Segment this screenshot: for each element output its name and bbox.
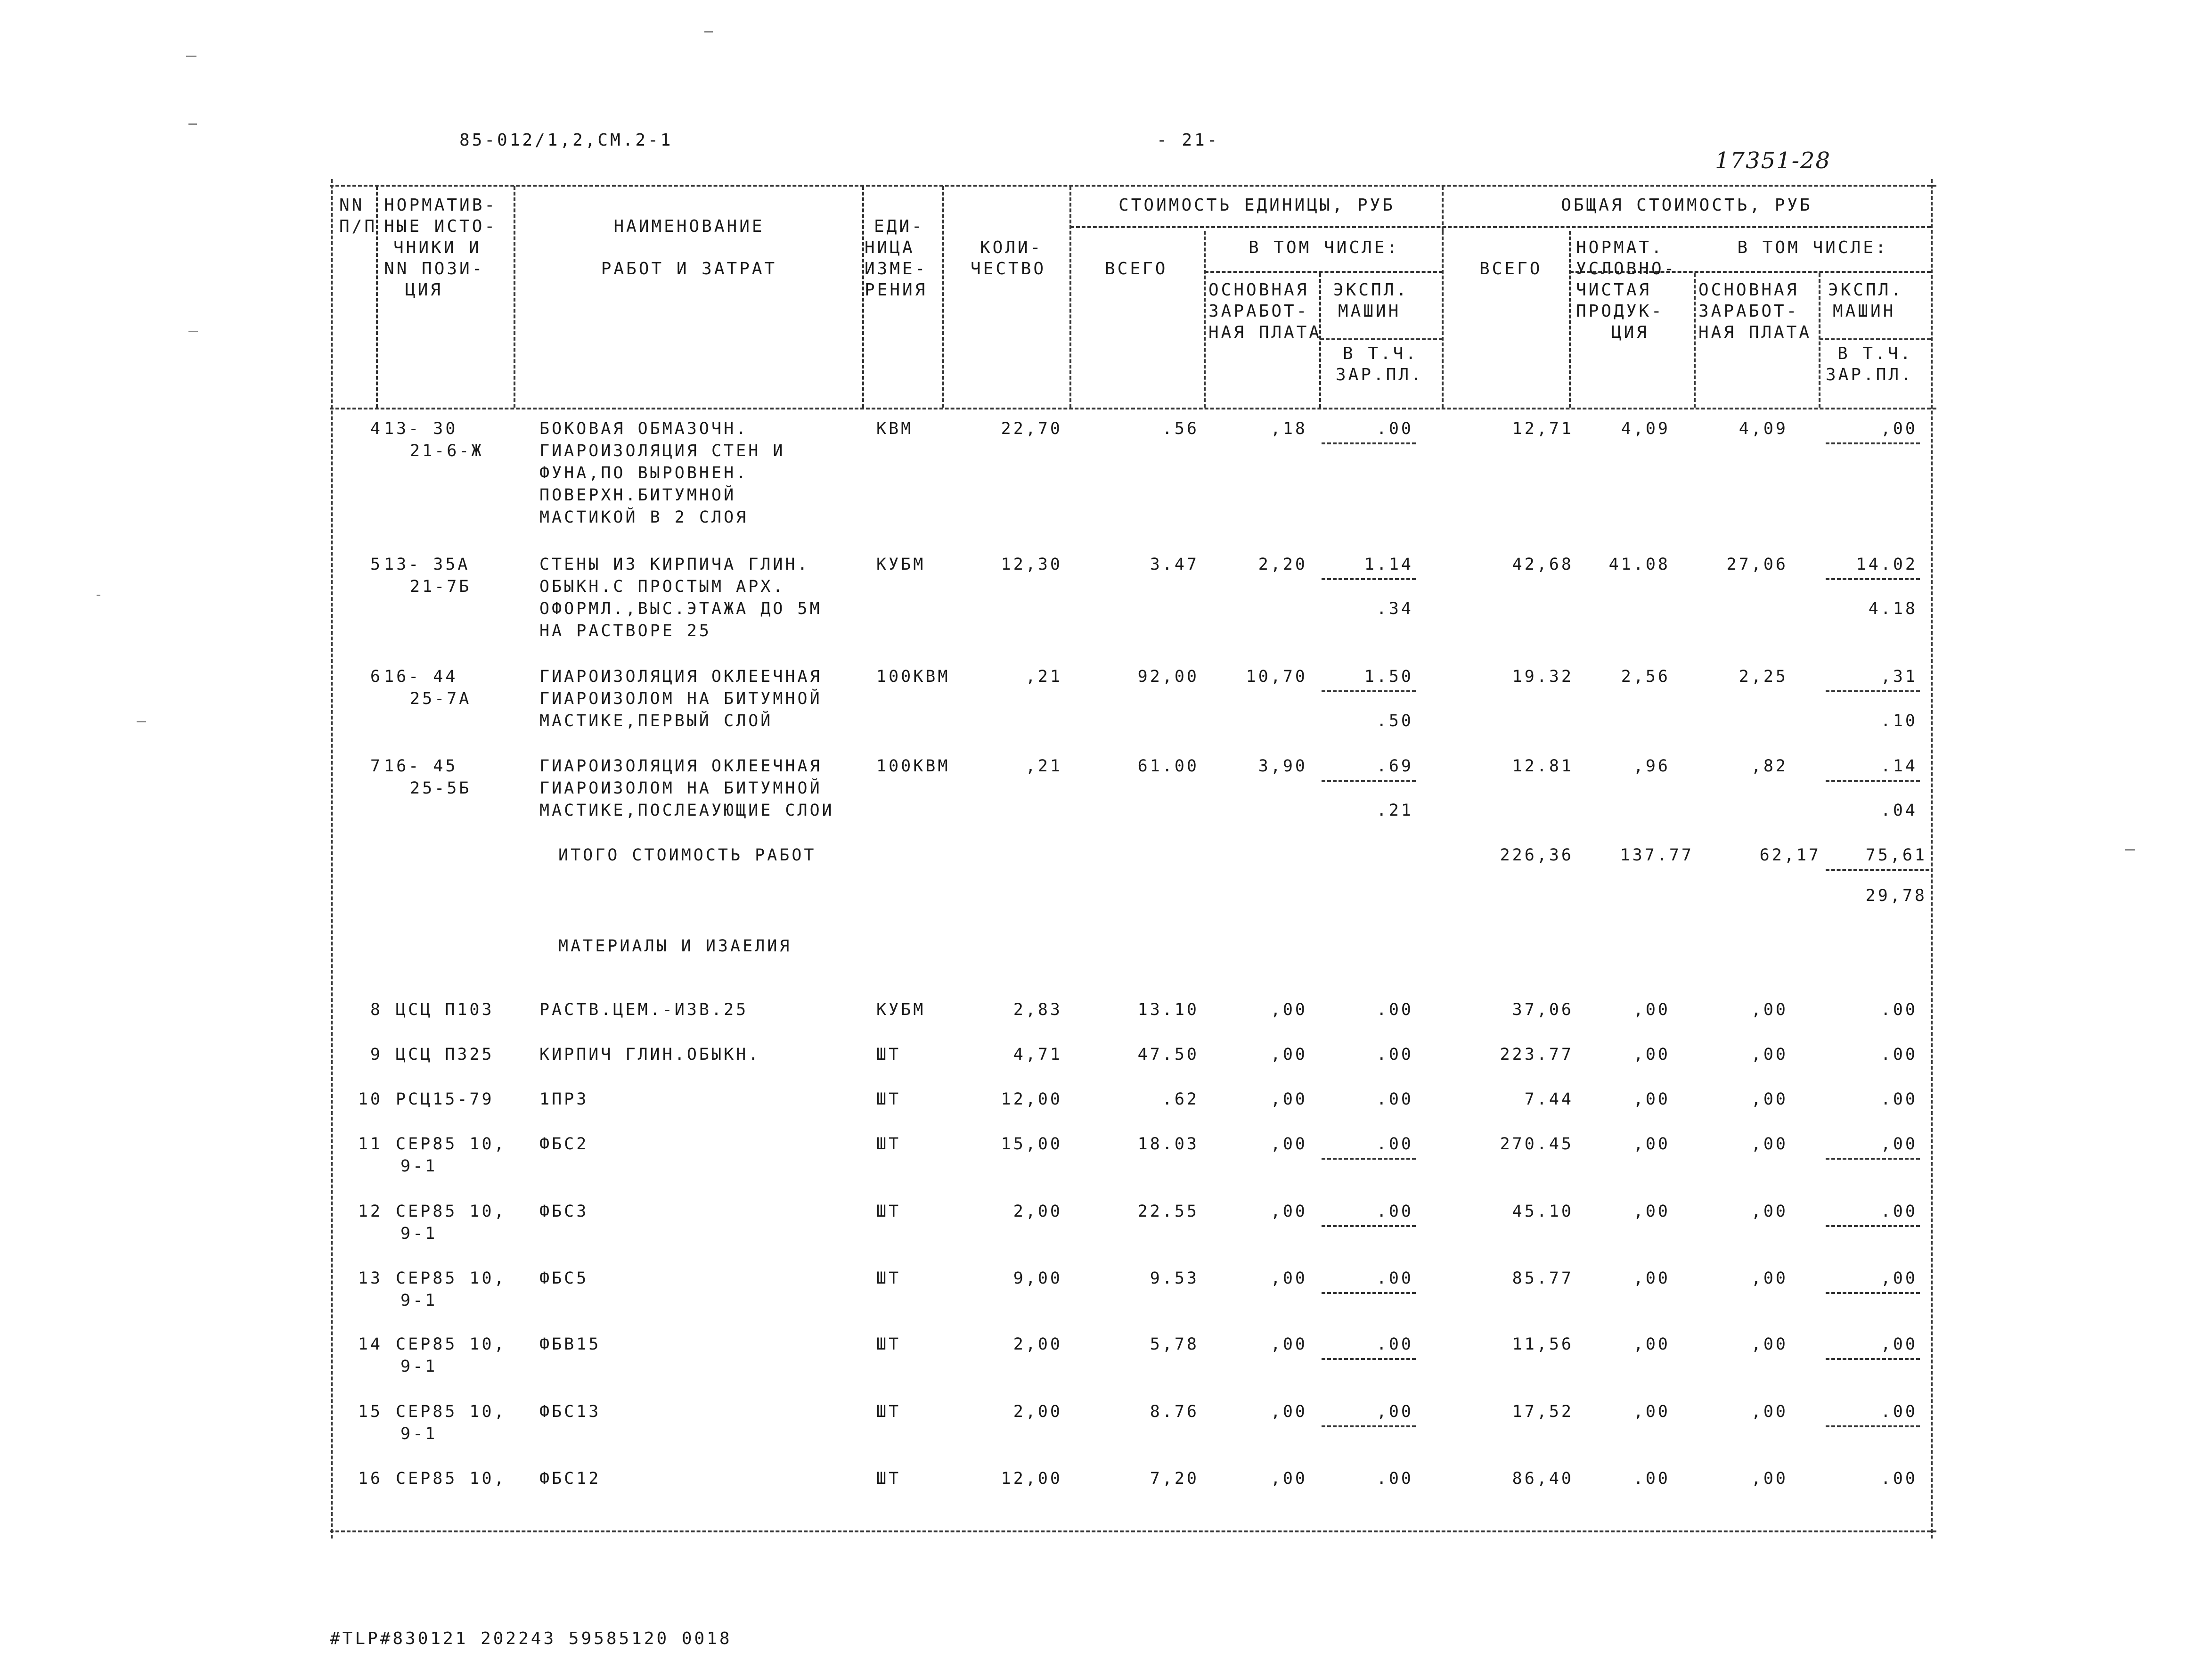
- material-unit-salary: ,00: [1270, 1202, 1307, 1221]
- material-total-salary: ,00: [1751, 1202, 1788, 1221]
- row-name-line: ГИАРОИЗОЛЯЦИЯ СТЕН И: [539, 442, 785, 460]
- material-quantity: 2,00: [1013, 1335, 1062, 1354]
- hdr-unit-vsego: ВСЕГО: [1105, 259, 1168, 278]
- row-total-salary: 27,06: [1726, 555, 1788, 574]
- header-divider: [1069, 186, 1071, 408]
- material-norm-source: СЕР85 10,: [396, 1402, 506, 1421]
- material-number: 15: [358, 1402, 383, 1421]
- row-total-machine-salary: .10: [1880, 712, 1918, 730]
- row-quantity: ,21: [1025, 667, 1062, 686]
- table-top-border: [330, 185, 1936, 187]
- row-total-machines: ,00: [1880, 419, 1918, 438]
- material-total-machines: .00: [1880, 1000, 1918, 1019]
- material-unit-underline: [1322, 1425, 1416, 1427]
- material-unit-cost: 5,78: [1150, 1335, 1199, 1354]
- material-unit: ШТ: [876, 1090, 901, 1109]
- material-name: ФБС2: [539, 1135, 589, 1154]
- material-total: 270.45: [1500, 1135, 1574, 1154]
- hdr-ekspl2-1: ЭКСПЛ.: [1828, 280, 1904, 300]
- header-divider: [1442, 231, 1444, 408]
- scan-speck: [188, 123, 197, 125]
- row-unit-cost-machine-salary: .21: [1376, 801, 1413, 820]
- material-unit-underline: [1322, 1358, 1416, 1360]
- row-name-line: ГИАРОИЗОЛЯЦИЯ ОКЛЕЕЧНАЯ: [539, 667, 822, 686]
- material-total-normative: .00: [1633, 1469, 1670, 1488]
- document-code: 85-012/1,2,СМ.2-1: [459, 131, 673, 150]
- row-total-salary: 4,09: [1739, 419, 1788, 438]
- hdr-vtch2-2: ЗАР.ПЛ.: [1826, 365, 1914, 385]
- row-name-line: ГИАРОИЗОЛОМ НА БИТУМНОЙ: [539, 779, 822, 798]
- scan-speck: [186, 56, 196, 57]
- material-unit-salary: ,00: [1270, 1335, 1307, 1354]
- hdr-osn-2: ЗАРАБОТ-: [1208, 302, 1309, 321]
- material-unit-machines: .00: [1376, 1202, 1413, 1221]
- row-unit-cost-salary: ,18: [1270, 419, 1307, 438]
- row-unit: КВМ: [876, 419, 914, 438]
- row-unit-cost-total: 92,00: [1137, 667, 1199, 686]
- row-total-underline: [1826, 442, 1920, 444]
- material-unit: ШТ: [876, 1135, 901, 1154]
- material-total-machines: .00: [1880, 1045, 1918, 1064]
- material-total-salary: ,00: [1751, 1469, 1788, 1488]
- itogo-total: 226,36: [1500, 846, 1574, 865]
- row-unit-cost-total: .56: [1162, 419, 1199, 438]
- material-total-underline: [1826, 1292, 1920, 1294]
- material-norm-source: СЕР85 10,: [396, 1469, 506, 1488]
- material-name: КИРПИЧ ГЛИН.ОБЫКН.: [539, 1045, 761, 1064]
- row-number: 7: [370, 757, 383, 776]
- material-total-salary: ,00: [1751, 1335, 1788, 1354]
- row-name-line: СТЕНЫ ИЗ КИРПИЧА ГЛИН.: [539, 555, 810, 574]
- material-norm-source: СЕР85 10,: [396, 1335, 506, 1354]
- material-number: 9: [370, 1045, 383, 1064]
- header-divider: [1694, 273, 1696, 408]
- hdr-normat-4: ПРОДУК-: [1576, 302, 1664, 321]
- material-total-salary: ,00: [1751, 1135, 1788, 1154]
- header-subline: [1820, 338, 1931, 340]
- row-name-line: ОФОРМЛ.,ВЫС.ЭТАЖА ДО 5М: [539, 599, 822, 618]
- row-unit-cost-underline: [1322, 442, 1416, 444]
- material-total: 85.77: [1512, 1269, 1574, 1288]
- hdr-vtch2-1: В Т.Ч.: [1837, 344, 1913, 363]
- row-name-line: ФУНА,ПО ВЫРОВНЕН.: [539, 464, 749, 483]
- row-unit-cost-machines: .00: [1376, 419, 1413, 438]
- material-number: 8: [370, 1000, 383, 1019]
- material-total-salary: ,00: [1751, 1090, 1788, 1109]
- hdr-nn: NN: [339, 196, 365, 215]
- material-total-normative: ,00: [1633, 1135, 1670, 1154]
- material-norm-source: СЕР85 10,: [396, 1269, 506, 1288]
- material-total: 223.77: [1500, 1045, 1574, 1064]
- material-quantity: 4,71: [1013, 1045, 1062, 1064]
- hdr-unit-3: ИЗМЕ-: [865, 259, 928, 278]
- row-total-cost: 19.32: [1512, 667, 1574, 686]
- material-unit: ШТ: [876, 1469, 901, 1488]
- row-total-salary: ,82: [1751, 757, 1788, 776]
- material-number: 11: [358, 1135, 383, 1154]
- row-total-normative: 2,56: [1621, 667, 1670, 686]
- material-total-underline: [1826, 1158, 1920, 1160]
- row-name-line: МАСТИКОЙ В 2 СЛОЯ: [539, 508, 749, 527]
- row-unit: 100КВМ: [876, 757, 950, 776]
- material-total-machines: ,00: [1880, 1135, 1918, 1154]
- material-total-normative: ,00: [1633, 1202, 1670, 1221]
- material-total-normative: ,00: [1633, 1269, 1670, 1288]
- hdr-osn-3: НАЯ ПЛАТА: [1208, 323, 1322, 342]
- material-quantity: 9,00: [1013, 1269, 1062, 1288]
- material-unit-cost: 8.76: [1150, 1402, 1199, 1421]
- material-total-machines: .00: [1880, 1202, 1918, 1221]
- row-unit-cost-salary: 2,20: [1258, 555, 1307, 574]
- material-unit: ШТ: [876, 1269, 901, 1288]
- row-name-line: ГИАРОИЗОЛОМ НА БИТУМНОЙ: [539, 689, 822, 708]
- material-unit-cost: 13.10: [1137, 1000, 1199, 1019]
- material-quantity: 2,00: [1013, 1202, 1062, 1221]
- row-unit: 100КВМ: [876, 667, 950, 686]
- material-total-underline: [1826, 1425, 1920, 1427]
- material-total-normative: ,00: [1633, 1335, 1670, 1354]
- row-total-cost: 42,68: [1512, 555, 1574, 574]
- material-total: 37,06: [1512, 1000, 1574, 1019]
- material-unit-underline: [1322, 1292, 1416, 1294]
- row-norm-source: 21-7Б: [410, 577, 472, 596]
- table-left-border: [331, 179, 333, 1538]
- table-right-border: [1931, 179, 1933, 1538]
- material-unit-machines: .00: [1376, 1000, 1413, 1019]
- row-norm-source: 16- 44: [384, 667, 458, 686]
- material-total-machines: .00: [1880, 1469, 1918, 1488]
- hdr-norm-5: ЦИЯ: [405, 280, 443, 300]
- row-number: 5: [370, 555, 383, 574]
- row-name-line: БОКОВАЯ ОБМАЗОЧН.: [539, 419, 749, 438]
- material-unit-underline: [1322, 1225, 1416, 1227]
- hdr-normat-3: ЧИСТАЯ: [1576, 280, 1652, 300]
- material-total-machines: .00: [1880, 1090, 1918, 1109]
- row-unit-cost-underline: [1322, 690, 1416, 692]
- material-unit-underline: [1322, 1158, 1416, 1160]
- row-total-salary: 2,25: [1739, 667, 1788, 686]
- material-unit-machines: .00: [1376, 1135, 1413, 1154]
- material-unit-salary: ,00: [1270, 1135, 1307, 1154]
- itogo-salary: 62,17: [1759, 846, 1821, 865]
- header-divider: [862, 186, 864, 408]
- row-total-normative: 41.08: [1608, 555, 1670, 574]
- hdr-norm-1: НОРМАТИВ-: [384, 196, 498, 215]
- material-unit-machines: .00: [1376, 1269, 1413, 1288]
- row-unit-cost-machines: 1.50: [1364, 667, 1413, 686]
- row-norm-source: 25-7А: [410, 689, 472, 708]
- hdr-qty-1: КОЛИ-: [980, 238, 1043, 257]
- hdr-norm-3: ЧНИКИ И: [393, 238, 482, 257]
- material-unit-cost: 9.53: [1150, 1269, 1199, 1288]
- material-total: 11,56: [1512, 1335, 1574, 1354]
- material-norm-source: ЦСЦ П325: [396, 1045, 494, 1064]
- material-unit-machines: .00: [1376, 1335, 1413, 1354]
- hdr-vtch-1: В Т.Ч.: [1343, 344, 1419, 363]
- material-quantity: 12,00: [1001, 1469, 1062, 1488]
- row-name-line: МАСТИКЕ,ПЕРВЫЙ СЛОЙ: [539, 712, 773, 730]
- material-unit-cost: 22.55: [1137, 1202, 1199, 1221]
- header-subline: [1070, 226, 1931, 228]
- material-norm-source: СЕР85 10,: [396, 1135, 506, 1154]
- material-total-underline: [1826, 1225, 1920, 1227]
- hdr-vtch-2: ЗАР.ПЛ.: [1336, 365, 1424, 385]
- hdr-osn2-1: ОСНОВНАЯ: [1698, 280, 1799, 300]
- row-norm-source: 21-6-Ж: [410, 442, 484, 460]
- material-unit-machines: .00: [1376, 1045, 1413, 1064]
- material-name: 1ПР3: [539, 1090, 589, 1109]
- scan-speck: [704, 31, 713, 33]
- material-name: ФБС13: [539, 1402, 601, 1421]
- row-unit-cost-total: 3.47: [1150, 555, 1199, 574]
- itogo-machines: 75,61: [1865, 846, 1927, 865]
- hdr-osn2-2: ЗАРАБОТ-: [1698, 302, 1799, 321]
- hdr-normat-2: УСЛОВНО-: [1576, 259, 1677, 278]
- row-unit: КУБМ: [876, 555, 926, 574]
- row-total-cost: 12.81: [1512, 757, 1574, 776]
- footer-code: #TLP#830121 202243 59585120 0018: [330, 1629, 732, 1648]
- row-unit-cost-machine-salary: .34: [1376, 599, 1413, 618]
- material-total-underline: [1826, 1358, 1920, 1360]
- material-unit-salary: ,00: [1270, 1045, 1307, 1064]
- row-unit-cost-machines: 1.14: [1364, 555, 1413, 574]
- header-divider: [942, 186, 944, 408]
- material-unit-cost: 7,20: [1150, 1469, 1199, 1488]
- material-name: РАСТВ.ЦЕМ.-ИЗВ.25: [539, 1000, 749, 1019]
- hdr-name-2: РАБОТ И ЗАТРАТ: [601, 259, 777, 278]
- hdr-unit-4: РЕНИЯ: [865, 280, 928, 300]
- header-divider: [1819, 273, 1820, 408]
- material-number: 10: [358, 1090, 383, 1109]
- material-total-salary: ,00: [1751, 1000, 1788, 1019]
- material-unit: ШТ: [876, 1045, 901, 1064]
- material-number: 14: [358, 1335, 383, 1354]
- material-total: 45.10: [1512, 1202, 1574, 1221]
- row-total-machines: .14: [1880, 757, 1918, 776]
- row-unit-cost-total: 61.00: [1137, 757, 1199, 776]
- row-quantity: 22,70: [1001, 419, 1062, 438]
- row-name-line: МАСТИКЕ,ПОСЛЕАУЮЩИЕ СЛОИ: [539, 801, 834, 820]
- scan-speck: [2125, 849, 2135, 851]
- material-total-machines: .00: [1880, 1402, 1918, 1421]
- material-norm-source: РСЦ15-79: [396, 1090, 494, 1109]
- material-norm-source: 9-1: [400, 1291, 438, 1310]
- row-number: 4: [370, 419, 383, 438]
- material-total-machines: ,00: [1880, 1335, 1918, 1354]
- material-total-salary: ,00: [1751, 1402, 1788, 1421]
- table-bottom-border: [330, 1530, 1936, 1532]
- hdr-ekspl-2: МАШИН: [1338, 302, 1401, 321]
- hdr-unit-vtom: В ТОМ ЧИСЛЕ:: [1248, 238, 1400, 257]
- material-unit-salary: ,00: [1270, 1090, 1307, 1109]
- header-bottom-border: [330, 408, 1936, 409]
- hdr-unit-2: НИЦА: [865, 238, 915, 257]
- header-divider: [1204, 231, 1206, 408]
- row-norm-source: 25-5Б: [410, 779, 472, 798]
- hdr-unit-cost: СТОИМОСТЬ ЕДИНИЦЫ, РУБ: [1118, 196, 1395, 215]
- row-name-line: ОБЫКН.С ПРОСТЫМ АРХ.: [539, 577, 785, 596]
- row-name-line: НА РАСТВОРЕ 25: [539, 622, 712, 640]
- material-unit: ШТ: [876, 1202, 901, 1221]
- materials-title: МАТЕРИАЛЫ И ИЗАЕЛИЯ: [558, 937, 792, 956]
- row-total-normative: 4,09: [1621, 419, 1670, 438]
- row-total-machine-salary: 4.18: [1868, 599, 1918, 618]
- hdr-total-vtom: В ТОМ ЧИСЛЕ:: [1737, 238, 1888, 257]
- row-norm-source: 13- 30: [384, 419, 458, 438]
- itogo-label: ИТОГО СТОИМОСТЬ РАБОТ: [558, 846, 816, 865]
- row-unit-cost-underline: [1322, 780, 1416, 782]
- header-divider: [514, 186, 515, 408]
- handwritten-stamp: 17351-28: [1715, 147, 1831, 174]
- material-quantity: 2,00: [1013, 1402, 1062, 1421]
- material-unit-salary: ,00: [1270, 1000, 1307, 1019]
- material-total-machines: ,00: [1880, 1269, 1918, 1288]
- row-quantity: ,21: [1025, 757, 1062, 776]
- hdr-osn2-3: НАЯ ПЛАТА: [1698, 323, 1812, 342]
- row-total-machines: 14.02: [1856, 555, 1918, 574]
- hdr-unit-1: ЕДИ-: [874, 217, 924, 236]
- row-total-underline: [1826, 690, 1920, 692]
- hdr-total-vsego: ВСЕГО: [1479, 259, 1543, 278]
- row-total-normative: ,96: [1633, 757, 1670, 776]
- scan-speck: [188, 331, 198, 332]
- row-total-underline: [1826, 578, 1920, 580]
- itogo-underline: [1826, 869, 1929, 871]
- material-total-normative: ,00: [1633, 1000, 1670, 1019]
- material-total-salary: ,00: [1751, 1045, 1788, 1064]
- material-name: ФБС5: [539, 1269, 589, 1288]
- itogo-machine-salary: 29,78: [1865, 886, 1927, 905]
- hdr-name-1: НАИМЕНОВАНИЕ: [613, 217, 765, 236]
- row-unit-cost-machine-salary: .50: [1376, 712, 1413, 730]
- material-norm-source: СЕР85 10,: [396, 1202, 506, 1221]
- header-divider: [1442, 186, 1444, 231]
- material-number: 13: [358, 1269, 383, 1288]
- material-norm-source: 9-1: [400, 1357, 438, 1376]
- row-norm-source: 16- 45: [384, 757, 458, 776]
- hdr-normat-1: НОРМАТ.: [1576, 238, 1664, 257]
- material-norm-source: 9-1: [400, 1424, 438, 1443]
- material-unit-salary: ,00: [1270, 1402, 1307, 1421]
- row-unit-cost-machines: .69: [1376, 757, 1413, 776]
- material-unit-salary: ,00: [1270, 1269, 1307, 1288]
- scan-speck: [97, 595, 100, 596]
- material-norm-source: 9-1: [400, 1224, 438, 1243]
- row-unit-cost-underline: [1322, 578, 1416, 580]
- material-quantity: 2,83: [1013, 1000, 1062, 1019]
- material-norm-source: 9-1: [400, 1157, 438, 1176]
- material-unit-salary: ,00: [1270, 1469, 1307, 1488]
- hdr-ekspl2-2: МАШИН: [1833, 302, 1896, 321]
- material-number: 12: [358, 1202, 383, 1221]
- row-name-line: ПОВЕРХН.БИТУМНОЙ: [539, 486, 736, 505]
- row-unit-cost-salary: 3,90: [1258, 757, 1307, 776]
- row-quantity: 12,30: [1001, 555, 1062, 574]
- material-quantity: 12,00: [1001, 1090, 1062, 1109]
- material-total-normative: ,00: [1633, 1045, 1670, 1064]
- row-total-machines: ,31: [1880, 667, 1918, 686]
- material-unit: КУБМ: [876, 1000, 926, 1019]
- material-total: 7.44: [1524, 1090, 1574, 1109]
- hdr-total-cost: ОБЩАЯ СТОИМОСТЬ, РУБ: [1561, 196, 1812, 215]
- hdr-normat-5: ЦИЯ: [1611, 323, 1649, 342]
- header-subline: [1320, 338, 1443, 340]
- hdr-norm-2: НЫЕ ИСТО-: [384, 217, 498, 236]
- row-number: 6: [370, 667, 383, 686]
- material-name: ФБС12: [539, 1469, 601, 1488]
- row-unit-cost-salary: 10,70: [1246, 667, 1307, 686]
- hdr-pp: П/П: [339, 217, 377, 236]
- row-norm-source: 13- 35А: [384, 555, 470, 574]
- material-total-normative: ,00: [1633, 1402, 1670, 1421]
- scan-speck: [137, 721, 146, 722]
- page-number: - 21-: [1157, 131, 1220, 150]
- itogo-normative: 137.77: [1620, 846, 1694, 865]
- material-unit-machines: ,00: [1376, 1402, 1413, 1421]
- material-unit-machines: .00: [1376, 1090, 1413, 1109]
- header-subline: [1205, 271, 1443, 273]
- material-unit-cost: .62: [1162, 1090, 1199, 1109]
- material-unit: ШТ: [876, 1335, 901, 1354]
- material-total-normative: ,00: [1633, 1090, 1670, 1109]
- material-quantity: 15,00: [1001, 1135, 1062, 1154]
- hdr-qty-2: ЧЕСТВО: [971, 259, 1046, 278]
- header-divider: [1569, 231, 1571, 408]
- row-total-machine-salary: .04: [1880, 801, 1918, 820]
- material-unit-cost: 18.03: [1137, 1135, 1199, 1154]
- hdr-ekspl-1: ЭКСПЛ.: [1333, 280, 1409, 300]
- hdr-osn-1: ОСНОВНАЯ: [1208, 280, 1309, 300]
- row-name-line: ГИАРОИЗОЛЯЦИЯ ОКЛЕЕЧНАЯ: [539, 757, 822, 776]
- material-unit-machines: .00: [1376, 1469, 1413, 1488]
- material-name: ФБС3: [539, 1202, 589, 1221]
- material-total-salary: ,00: [1751, 1269, 1788, 1288]
- row-total-underline: [1826, 780, 1920, 782]
- hdr-norm-4: NN ПОЗИ-: [384, 259, 485, 278]
- material-unit-cost: 47.50: [1137, 1045, 1199, 1064]
- row-total-cost: 12,71: [1512, 419, 1574, 438]
- material-total: 86,40: [1512, 1469, 1574, 1488]
- material-norm-source: ЦСЦ П103: [396, 1000, 494, 1019]
- material-total: 17,52: [1512, 1402, 1574, 1421]
- material-unit: ШТ: [876, 1402, 901, 1421]
- material-number: 16: [358, 1469, 383, 1488]
- material-name: ФБВ15: [539, 1335, 601, 1354]
